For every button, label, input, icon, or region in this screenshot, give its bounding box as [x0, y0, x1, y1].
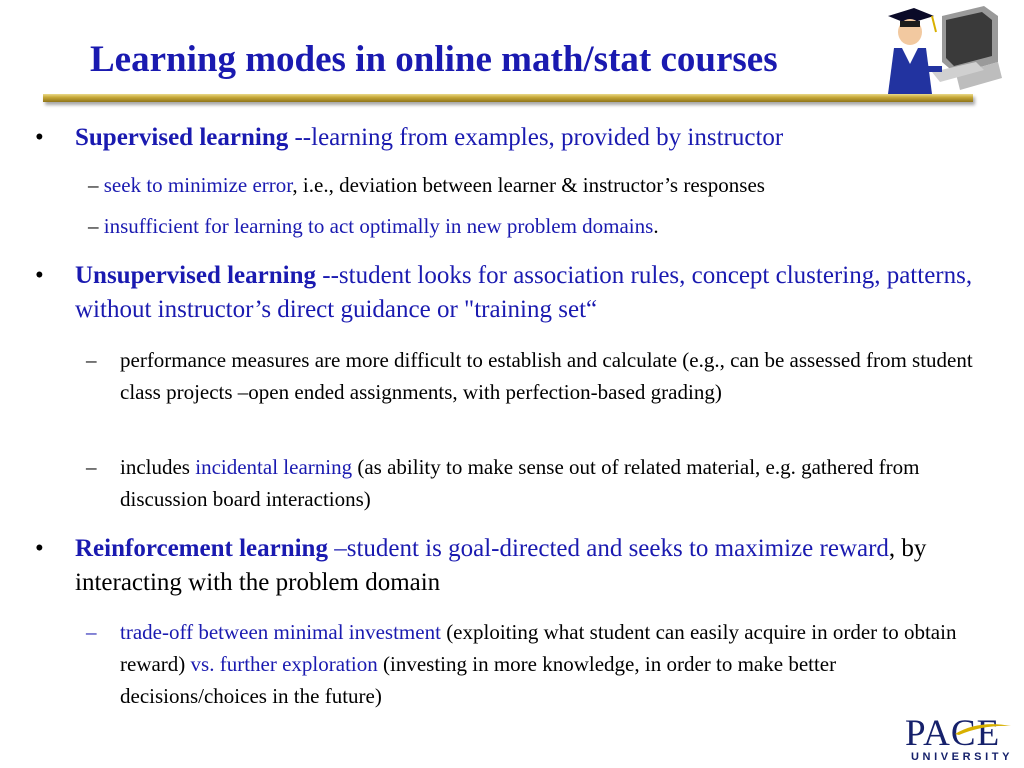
sub-blue-text: incidental learning — [195, 455, 353, 479]
sub-text: , i.e., deviation between learner & instructor’s responses — [292, 173, 765, 197]
sub-text: (exploiting what student can easily acquire in order to obtain reward) — [120, 620, 957, 676]
sub-text: (as ability to make sense out of related material, e.g. gathered from discussion board interactions) — [120, 455, 920, 511]
term-supervised: Supervised learning — [75, 124, 289, 151]
bullet-marker: • — [35, 535, 44, 562]
sub-text: (investing in more knowledge, in order to make better decisions/choices in the future) — [120, 652, 837, 708]
sub-blue-text: trade-off between minimal investment — [120, 620, 441, 644]
sub-bullet — [86, 616, 980, 712]
sub-bullet — [88, 169, 988, 201]
sub-dash: – — [86, 620, 97, 644]
logo-wordmark: PACE — [905, 713, 1001, 754]
pace-university-logo — [895, 712, 1020, 766]
logo-subtitle: UNIVERSITY — [911, 751, 1014, 763]
sub-dash: – — [88, 173, 99, 197]
sub-blue-text: vs. further exploration — [190, 652, 378, 676]
sub-blue-text: insufficient for learning to act optimally in new problem domains — [98, 214, 654, 238]
desc-supervised: --learning from examples, provided by instructor — [288, 124, 784, 151]
term-reinforcement: Reinforcement learning — [75, 535, 328, 562]
sub-dash: – — [86, 455, 97, 479]
sub-text: includes — [120, 455, 196, 479]
bullet-marker: • — [35, 262, 44, 289]
sub-bullet — [88, 210, 988, 242]
sub-dash: – — [86, 348, 97, 372]
bullet-reinforcement — [35, 532, 975, 600]
slide-title: Learning modes in online math/stat courses — [90, 39, 778, 80]
bullet-marker: • — [35, 124, 44, 151]
bullet-unsupervised — [35, 259, 995, 327]
desc-rest: , by interacting with the problem domain — [75, 535, 927, 596]
sub-bullet — [86, 451, 1000, 515]
logo-swoosh-icon — [953, 722, 1013, 736]
sub-text: performance measures are more difficult to establish and calculate (e.g., can be assessed from student class projects –open ended assignments, with perfection-based grading) — [120, 348, 973, 404]
sub-bullet — [86, 344, 990, 408]
term-unsupervised: Unsupervised learning — [75, 262, 317, 289]
sub-text: . — [653, 214, 659, 238]
desc-unsupervised: --student looks for association rules, concept clustering, patterns, without instructor’s direct guidance or "training set“ — [75, 262, 973, 323]
sub-blue-text: seek to minimize error — [98, 173, 293, 197]
desc-reinforcement: –student is goal-directed and seeks to maximize reward — [327, 535, 889, 562]
sub-dash: – — [88, 214, 99, 238]
bullet-supervised — [35, 121, 995, 155]
